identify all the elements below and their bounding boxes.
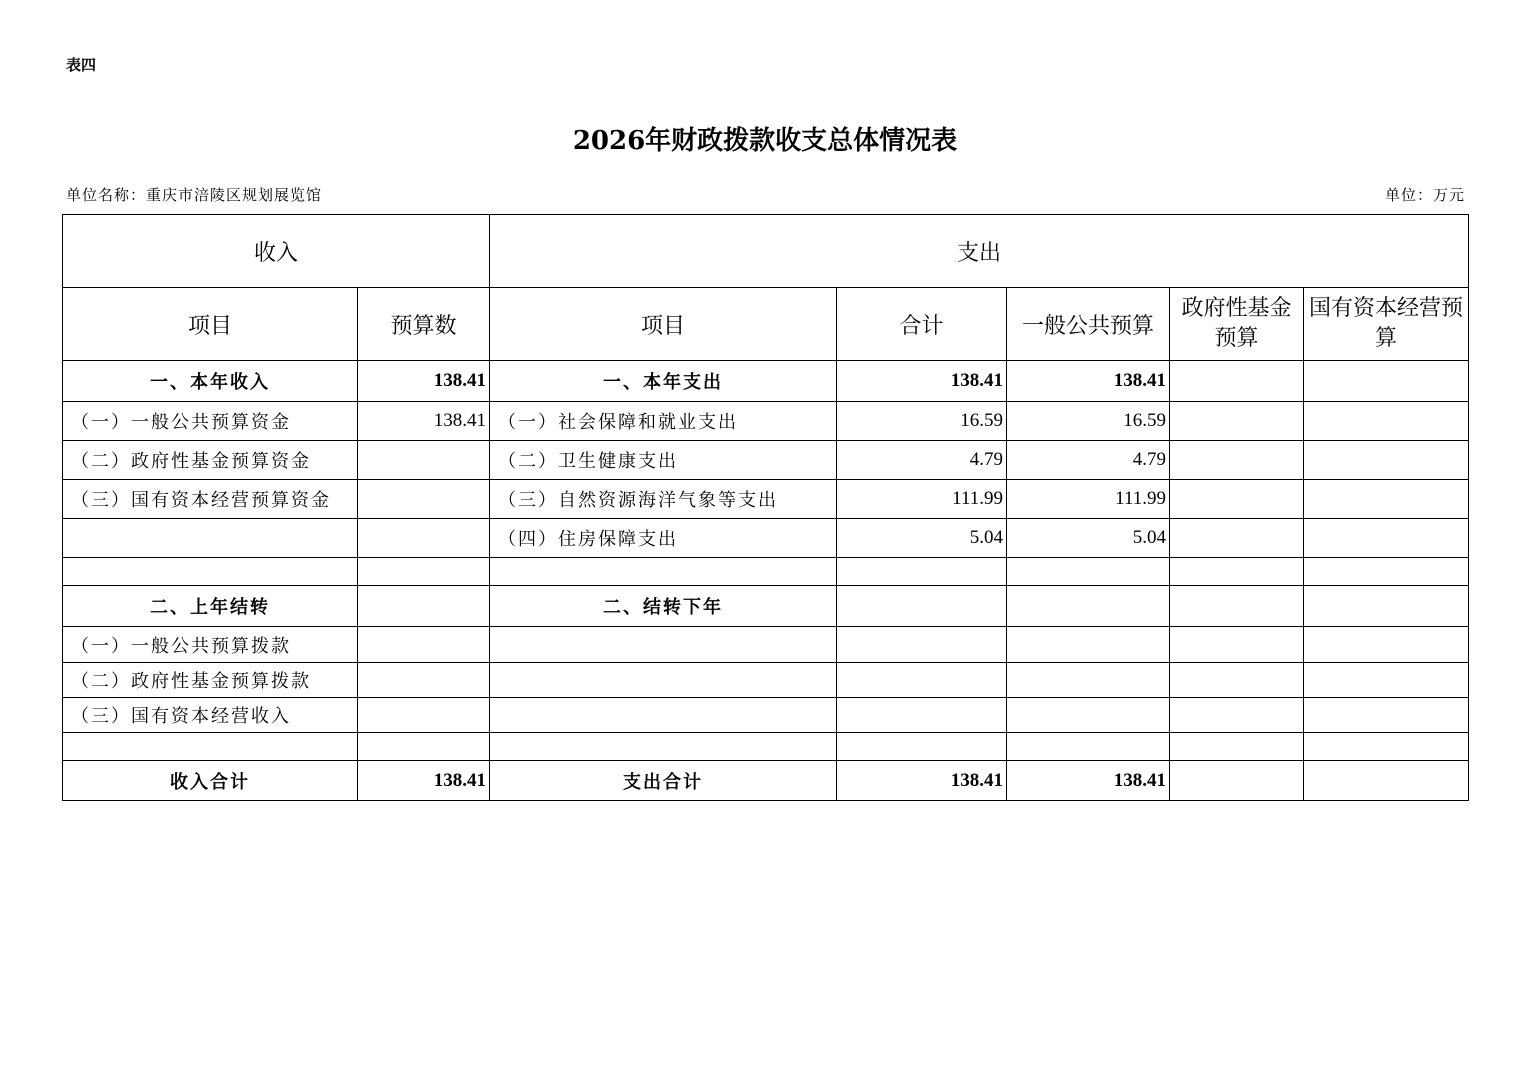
state-capital-cell bbox=[1304, 586, 1469, 627]
income-amount-cell bbox=[358, 663, 490, 698]
total-cell bbox=[837, 586, 1007, 627]
income-amount-cell bbox=[358, 558, 490, 586]
general-budget-cell bbox=[1007, 558, 1170, 586]
table-row bbox=[63, 733, 1469, 761]
table-row bbox=[63, 698, 1469, 733]
gov-fund-cell bbox=[1170, 733, 1304, 761]
income-amount-cell bbox=[358, 519, 490, 558]
gov-fund-cell bbox=[1170, 558, 1304, 586]
income-item-cell: 二、上年结转 bbox=[63, 586, 358, 627]
income-total-amount: 138.41 bbox=[358, 761, 490, 801]
general-budget-cell bbox=[1007, 627, 1170, 663]
income-item-cell: （一）一般公共预算资金 bbox=[63, 402, 358, 441]
state-capital-cell bbox=[1304, 558, 1469, 586]
expenditure-item-cell: （四）住房保障支出 bbox=[490, 519, 837, 558]
income-item-cell: （三）国有资本经营收入 bbox=[63, 698, 358, 733]
expenditure-item-cell bbox=[490, 663, 837, 698]
expenditure-item-cell: （三）自然资源海洋气象等支出 bbox=[490, 480, 837, 519]
state-capital-budget-header: 国有资本经营预算 bbox=[1304, 288, 1469, 361]
general-budget-cell: 138.41 bbox=[1007, 361, 1170, 402]
state-capital-cell bbox=[1304, 361, 1469, 402]
income-item-cell bbox=[63, 519, 358, 558]
gov-fund-cell bbox=[1170, 519, 1304, 558]
total-cell: 16.59 bbox=[837, 402, 1007, 441]
income-amount-cell bbox=[358, 733, 490, 761]
gov-fund-cell bbox=[1170, 402, 1304, 441]
income-item-cell: 一、本年收入 bbox=[63, 361, 358, 402]
total-cell bbox=[837, 627, 1007, 663]
state-capital-cell bbox=[1304, 402, 1469, 441]
total-cell: 5.04 bbox=[837, 519, 1007, 558]
expenditure-item-header: 项目 bbox=[490, 288, 837, 361]
state-capital-cell bbox=[1304, 480, 1469, 519]
expenditure-item-cell: （二）卫生健康支出 bbox=[490, 441, 837, 480]
general-budget-cell bbox=[1007, 733, 1170, 761]
gov-fund-cell bbox=[1170, 698, 1304, 733]
table-label: 表四 bbox=[66, 56, 97, 74]
table-row bbox=[63, 361, 1469, 402]
state-capital-cell bbox=[1304, 441, 1469, 480]
unit-name: 单位名称：重庆市涪陵区规划展览馆 bbox=[66, 186, 323, 204]
general-budget-cell: 16.59 bbox=[1007, 402, 1170, 441]
gov-fund-cell bbox=[1170, 627, 1304, 663]
expenditure-total-label: 支出合计 bbox=[490, 761, 837, 801]
gov-fund-cell bbox=[1170, 441, 1304, 480]
income-amount-cell bbox=[358, 480, 490, 519]
general-budget-header: 一般公共预算 bbox=[1007, 288, 1170, 361]
income-item-cell bbox=[63, 558, 358, 586]
expenditure-group-header: 支出 bbox=[490, 215, 1469, 288]
gov-fund-cell bbox=[1170, 663, 1304, 698]
state-capital-cell bbox=[1304, 733, 1469, 761]
budget-table bbox=[62, 214, 1469, 801]
income-amount-cell: 138.41 bbox=[358, 402, 490, 441]
expenditure-item-cell bbox=[490, 627, 837, 663]
state-capital-total-cell bbox=[1304, 761, 1469, 801]
income-total-label: 收入合计 bbox=[63, 761, 358, 801]
table-row bbox=[63, 402, 1469, 441]
general-budget-total-cell: 138.41 bbox=[1007, 761, 1170, 801]
income-group-header: 收入 bbox=[63, 215, 490, 288]
income-amount-cell: 138.41 bbox=[358, 361, 490, 402]
total-cell bbox=[837, 663, 1007, 698]
expenditure-item-cell bbox=[490, 698, 837, 733]
state-capital-cell bbox=[1304, 698, 1469, 733]
general-budget-cell bbox=[1007, 586, 1170, 627]
expenditure-total-cell: 138.41 bbox=[837, 761, 1007, 801]
gov-fund-budget-header: 政府性基金预算 bbox=[1170, 288, 1304, 361]
gov-fund-cell bbox=[1170, 586, 1304, 627]
gov-fund-cell bbox=[1170, 480, 1304, 519]
state-capital-cell bbox=[1304, 663, 1469, 698]
group-header-row bbox=[63, 215, 1469, 288]
gov-fund-cell bbox=[1170, 361, 1304, 402]
income-item-cell: （二）政府性基金预算拨款 bbox=[63, 663, 358, 698]
total-cell bbox=[837, 558, 1007, 586]
table-row bbox=[63, 586, 1469, 627]
totals-row bbox=[63, 761, 1469, 801]
general-budget-cell bbox=[1007, 698, 1170, 733]
total-cell bbox=[837, 733, 1007, 761]
table-row bbox=[63, 480, 1469, 519]
income-amount-cell bbox=[358, 627, 490, 663]
general-budget-cell bbox=[1007, 663, 1170, 698]
gov-fund-total-cell bbox=[1170, 761, 1304, 801]
income-item-cell bbox=[63, 733, 358, 761]
general-budget-cell: 5.04 bbox=[1007, 519, 1170, 558]
income-amount-cell bbox=[358, 586, 490, 627]
unit-measure: 单位：万元 bbox=[1384, 186, 1465, 204]
income-item-header: 项目 bbox=[63, 288, 358, 361]
income-amount-cell bbox=[358, 441, 490, 480]
total-cell: 111.99 bbox=[837, 480, 1007, 519]
table-row bbox=[63, 663, 1469, 698]
expenditure-item-cell: 二、结转下年 bbox=[490, 586, 837, 627]
state-capital-cell bbox=[1304, 627, 1469, 663]
income-amount-cell bbox=[358, 698, 490, 733]
income-item-cell: （二）政府性基金预算资金 bbox=[63, 441, 358, 480]
expenditure-item-cell: （一）社会保障和就业支出 bbox=[490, 402, 837, 441]
expenditure-item-cell bbox=[490, 558, 837, 586]
document-title: 2026年财政拨款收支总体情况表 bbox=[572, 126, 958, 156]
column-header-row bbox=[63, 288, 1469, 361]
expenditure-item-cell bbox=[490, 733, 837, 761]
table-row bbox=[63, 519, 1469, 558]
general-budget-cell: 4.79 bbox=[1007, 441, 1170, 480]
total-header: 合计 bbox=[837, 288, 1007, 361]
income-item-cell: （一）一般公共预算拨款 bbox=[63, 627, 358, 663]
total-cell: 4.79 bbox=[837, 441, 1007, 480]
total-cell bbox=[837, 698, 1007, 733]
expenditure-item-cell: 一、本年支出 bbox=[490, 361, 837, 402]
table-row bbox=[63, 441, 1469, 480]
table-row bbox=[63, 627, 1469, 663]
total-cell: 138.41 bbox=[837, 361, 1007, 402]
table-row bbox=[63, 558, 1469, 586]
income-budget-header: 预算数 bbox=[358, 288, 490, 361]
state-capital-cell bbox=[1304, 519, 1469, 558]
income-item-cell: （三）国有资本经营预算资金 bbox=[63, 480, 358, 519]
general-budget-cell: 111.99 bbox=[1007, 480, 1170, 519]
